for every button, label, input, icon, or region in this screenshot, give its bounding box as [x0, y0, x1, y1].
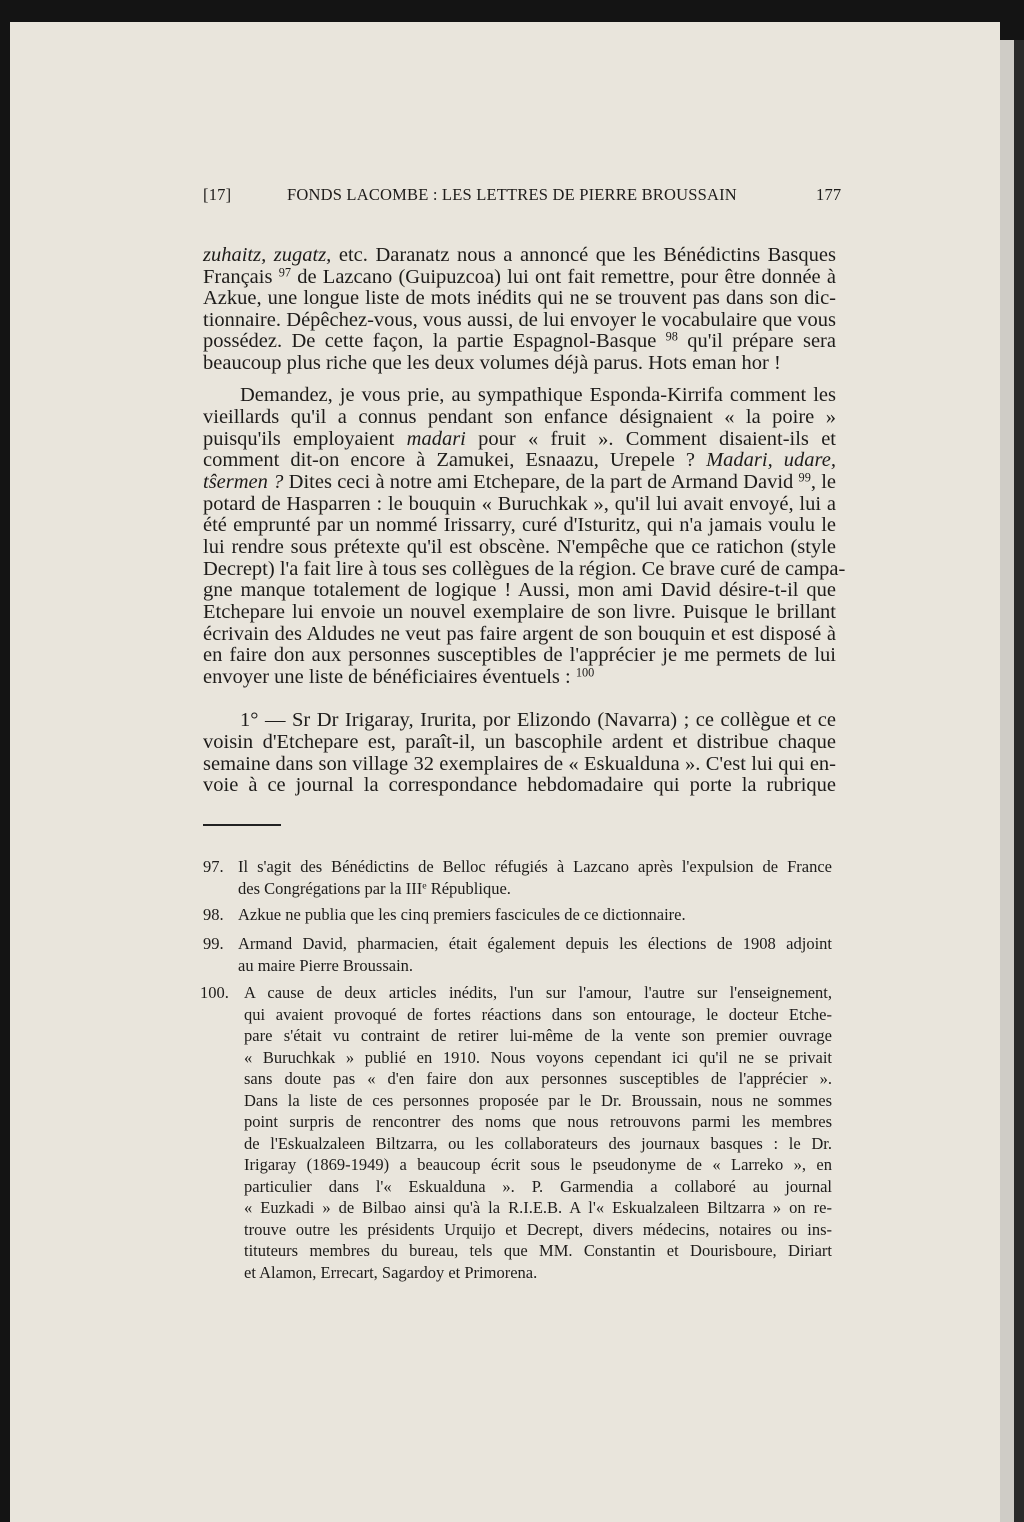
text-run: des Congrégations par la III	[238, 878, 423, 898]
footnote-line	[244, 982, 832, 1003]
text-run: au maire Pierre Broussain.	[238, 955, 414, 975]
text-run: sans doute pas « d'en faire don aux personnes susceptibles de l'apprécier ».	[244, 1069, 832, 1088]
text-line	[203, 753, 836, 775]
text-run: 1° — Sr Dr Irigaray, Irurita, por Elizondo (Navarra) ; ce collègue et ce	[240, 709, 836, 731]
text-line	[203, 536, 836, 558]
footnote-line	[244, 1176, 832, 1197]
text-run: gne manque totalement de logique ! Aussi, mon ami David désire-t-il que	[203, 579, 836, 601]
footnote-line	[244, 1262, 832, 1283]
footnote-line	[244, 1111, 832, 1132]
text-run: tituteurs membres du bureau, tels que MM. Constantin et Dourisboure, Diriart	[244, 1241, 832, 1260]
text-run: possédez. De cette façon, la partie Espagnol-Basque	[203, 330, 666, 352]
text-run: écrivain des Aldudes ne veut pas faire argent de son bouquin et est disposé à	[203, 623, 836, 645]
text-line	[203, 731, 836, 753]
text-line	[203, 244, 836, 266]
footnote-line	[238, 856, 832, 877]
footnote-line	[244, 1004, 832, 1025]
footnote-number: 100.	[200, 983, 229, 1002]
text-line	[240, 384, 836, 406]
footnote-line	[244, 1090, 832, 1111]
text-run: Azkue, une longue liste de mots inédits qui ne se trouvent pas dans son dic-	[203, 287, 836, 309]
page-number: 177	[816, 185, 842, 204]
text-run: tionnaire. Dépêchez-vous, vous aussi, de lui envoyer le vocabulaire que vous	[203, 309, 836, 331]
text-run: Français	[203, 266, 279, 288]
text-run: Demandez, je vous prie, au sympathique Esponda-Kirrifa comment les	[240, 384, 836, 406]
text-run: pare s'était vu contraint de retirer lui-même de la vente son premier ouvrage	[244, 1026, 832, 1045]
text-run: lui rendre sous prétexte qu'il est obscène. N'empêche que ce ratichon (style	[203, 536, 836, 558]
text-run: voisin d'Etchepare est, paraît-il, un bascophile ardent et distribue chaque	[203, 731, 836, 753]
text-line	[203, 579, 836, 601]
footnote-ref: 98	[665, 329, 678, 344]
text-line	[240, 709, 836, 731]
text-line	[203, 449, 836, 471]
text-run: tŝermen ?	[203, 471, 284, 493]
footnote-line	[238, 904, 832, 925]
footnote-line	[244, 1240, 832, 1261]
footnote-ref: e	[422, 880, 427, 892]
text-run: voie à ce journal la correspondance hebdomadaire qui porte la rubrique	[203, 774, 836, 796]
text-run: en faire don aux personnes susceptibles de l'apprécier je me permets de lui	[203, 644, 836, 666]
text-run: vieillards qu'il a connus pendant son enfance désignaient « la poire »	[203, 406, 836, 428]
text-run: Armand David, pharmacien, était également depuis les élections de 1908 adjoint	[238, 934, 832, 953]
footnote-line	[238, 955, 832, 976]
text-run: comment dit-on encore à Zamukei, Esnaazu, Urepele ?	[203, 449, 707, 471]
footnote-line	[244, 1047, 832, 1068]
text-run: « Euzkadi » de Bilbao ainsi qu'à la R.I.E.B. A l'« Eskualzaleen Biltzarra » on re-	[244, 1198, 832, 1217]
text-line	[203, 309, 836, 331]
text-run: pour « fruit ». Comment disaient-ils et	[465, 428, 836, 450]
text-run: etc. Daranatz nous a annoncé que les Bénédictins Basques	[331, 244, 836, 266]
footnote-line	[244, 1068, 832, 1089]
text-run: particulier dans l'« Eskualduna ». P. Garmendia a collaboré au journal	[244, 1176, 832, 1196]
text-run: point surpris de rencontrer des noms que nous retrouvons parmi les membres	[244, 1112, 832, 1131]
text-line	[203, 330, 836, 352]
running-head-title: FONDS LACOMBE : LES LETTRES DE PIERRE BROUSSAIN	[287, 185, 737, 204]
text-line	[203, 493, 836, 515]
text-line	[203, 266, 836, 288]
text-run: Etchepare lui envoie un nouvel exemplaire de son livre. Puisque le brillant	[203, 601, 836, 623]
text-line	[203, 287, 836, 309]
text-run: de l'Eskualzaleen Biltzarra, ou les collaborateurs des journaux basques : le Dr.	[244, 1133, 832, 1153]
text-line	[203, 623, 836, 645]
text-run: Dans la liste de ces personnes proposée par le Dr. Broussain, nous ne sommes	[244, 1090, 832, 1110]
footnote-number: 97.	[203, 857, 224, 876]
text-run: Madari, udare,	[706, 449, 836, 471]
text-run: , le	[810, 471, 837, 493]
text-run: madari	[406, 428, 466, 450]
footnote-ref: 97	[278, 265, 291, 280]
text-run: République.	[426, 878, 511, 898]
footnote-line	[238, 878, 832, 899]
text-run: Azkue ne publia que les cinq premiers fascicules de ce dictionnaire.	[238, 905, 686, 924]
footnote-line	[238, 933, 832, 954]
page-edge	[1000, 40, 1014, 1522]
text-run: et Alamon, Errecart, Sagardoy et Primorena.	[244, 1262, 538, 1282]
text-run: qui avaient provoqué de fortes réactions dans son entourage, le docteur Etche-	[244, 1004, 832, 1024]
text-line	[203, 514, 836, 536]
footnote-line	[244, 1154, 832, 1175]
text-line	[203, 644, 836, 666]
text-run: beaucoup plus riche que les deux volumes déjà parus. Hots eman hor !	[203, 352, 781, 374]
text-run: semaine dans son village 32 exemplaires de « Eskualduna ». C'est lui qui en-	[203, 753, 836, 775]
footnote-ref: 100	[575, 665, 595, 680]
text-line	[203, 558, 846, 580]
text-line	[203, 352, 836, 374]
footnote-line	[244, 1197, 832, 1218]
running-head-section: [17]	[203, 185, 232, 204]
text-run: puisqu'ils employaient	[203, 428, 407, 450]
footnote-rule	[203, 824, 281, 826]
footnote-line	[244, 1219, 832, 1240]
text-line	[203, 428, 836, 450]
text-run: Decrept) l'a fait lire à tous ses collègues de la région. Ce brave curé de campa-	[203, 558, 846, 580]
footnote-line	[244, 1133, 832, 1154]
text-run: Il s'agit des Bénédictins de Belloc réfugiés à Lazcano après l'expulsion de France	[238, 857, 832, 876]
footnote-number: 98.	[203, 905, 224, 924]
text-run: été emprunté par un nommé Irissarry, curé d'Isturitz, qui n'a jamais voulu le	[203, 514, 836, 536]
text-line	[203, 774, 836, 796]
text-run: envoyer une liste de bénéficiaires éventuels :	[203, 666, 576, 688]
text-line	[203, 406, 836, 428]
footnote-ref: 99	[798, 470, 811, 485]
scan-border	[1014, 40, 1024, 1522]
text-run: « Buruchkak » publié en 1910. Nous voyons cependant ici qu'il ne se privait	[244, 1047, 832, 1067]
text-run: Irigaray (1869-1949) a beaucoup écrit sous le pseudonyme de « Larreko », en	[244, 1155, 832, 1174]
text-run: A cause de deux articles inédits, l'un sur l'amour, l'autre sur l'enseignement,	[244, 983, 832, 1002]
text-run: qu'il prépare sera	[677, 330, 836, 352]
footnote-number: 99.	[203, 934, 224, 953]
footnote-line	[244, 1025, 832, 1046]
text-run: de Lazcano (Guipuzcoa) lui ont fait remettre, pour être donnée à	[290, 266, 836, 288]
text-run: trouve outre les présidents Urquijo et Decrept, divers médecins, notaires ou ins-	[244, 1219, 832, 1239]
text-line	[203, 666, 836, 688]
text-run: zuhaitz, zugatz,	[203, 244, 332, 266]
text-run: Dites ceci à notre ami Etchepare, de la part de Armand David	[283, 471, 799, 493]
text-line	[203, 471, 836, 493]
text-line	[203, 601, 836, 623]
text-run: potard de Hasparren : le bouquin « Buruchkak », qu'il lui avait envoyé, lui a	[203, 493, 836, 515]
